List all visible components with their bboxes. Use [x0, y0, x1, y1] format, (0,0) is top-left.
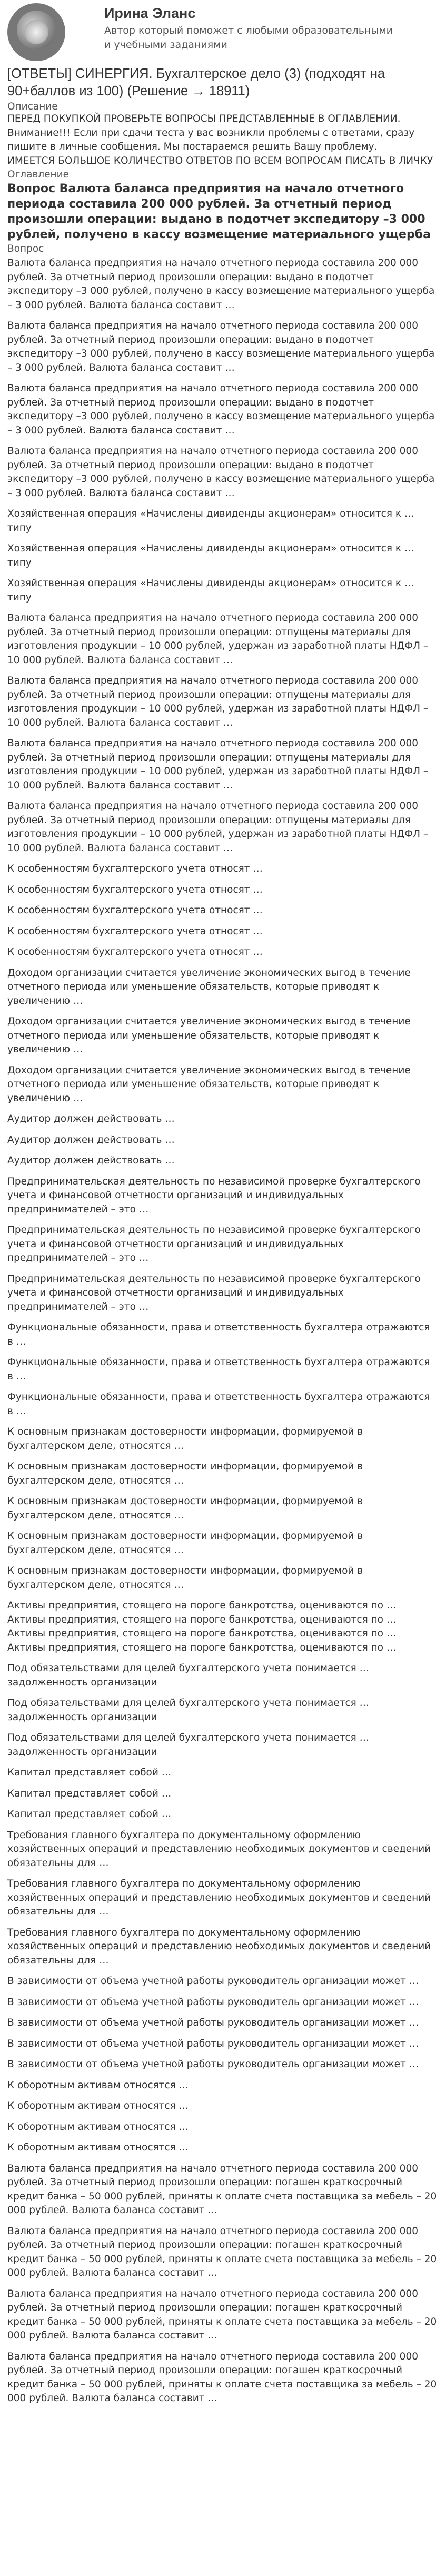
list-item: Валюта баланса предприятия на начало отчетного периода составила 200 000 рублей. За отчетный период произошли операции: выдано в подотчет экспедитору –3 000 рублей, получено в кассу возмещение материального ущерба – 3 000 рублей. Валюта баланса составит … [7, 258, 435, 311]
list-item: Валюта баланса предприятия на начало отчетного периода составила 200 000 рублей. За отчетный период произошли операции: погашен краткосрочный кредит банка – 50 000 рублей, приняты к оплате счета поставщика за мебель – 20 000 рублей. Валюта баланса составит … [7, 2351, 437, 2404]
list-item: Под обязательствами для целей бухгалтерского учета понимается … задолженность организации [7, 1732, 370, 1758]
list-item: Функциональные обязанности, права и ответственность бухгалтера отражаются в … [7, 1357, 430, 1382]
list-item: К основным признакам достоверности информации, формируемой в бухгалтерском деле, относятся … [7, 1565, 363, 1591]
list-item: Предпринимательская деятельность по независимой проверке бухгалтерского учета и финансовой отчетности организаций и индивидуальных предпринимателей – это … [7, 1225, 421, 1264]
avatar-image-inner [24, 20, 48, 44]
list-item: Капитал представляет собой … [7, 1788, 172, 1799]
list-item: Активы предприятия, стоящего на пороге банкротства, оцениваются по … [7, 1628, 397, 1639]
list-item: К основным признакам достоверности информации, формируемой в бухгалтерском деле, относятся … [7, 1496, 363, 1521]
list-item: Активы предприятия, стоящего на пороге банкротства, оцениваются по … [7, 1642, 397, 1653]
list-item: К оборотным активам относятся … [7, 2142, 189, 2153]
list-item: К особенностям бухгалтерского учета относят … [7, 884, 263, 895]
list-item: Валюта баланса предприятия на начало отчетного периода составила 200 000 рублей. За отчетный период произошли операции: отпущены материалы для изготовления продукции – 10 000 рублей, удержан из заработной платы НДФЛ – 10 000 рублей. Валюта баланса составит … [7, 675, 429, 728]
list-item: Доходом организации считается увеличение экономических выгод в течение отчетного периода или уменьшение обязательств, которые приводят к увеличению … [7, 1016, 411, 1055]
list-item: К оборотным активам относятся … [7, 2100, 189, 2111]
list-item: Под обязательствами для целей бухгалтерского учета понимается … задолженность организации [7, 1663, 370, 1688]
list-item: К основным признакам достоверности информации, формируемой в бухгалтерском деле, относятся … [7, 1531, 363, 1556]
list-item: Требования главного бухгалтера по документальному оформлению хозяйственных операций и представлению необходимых документов и сведений обязательны для … [7, 1927, 431, 1966]
list-item: Валюта баланса предприятия на начало отчетного периода составила 200 000 рублей. За отчетный период произошли операции: погашен краткосрочный кредит банка – 50 000 рублей, приняты к оплате счета поставщика за мебель – 20 000 рублей. Валюта баланса составит … [7, 2225, 437, 2278]
list-item: К основным признакам достоверности информации, формируемой в бухгалтерском деле, относятся … [7, 1461, 363, 1486]
list-item: Валюта баланса предприятия на начало отчетного периода составила 200 000 рублей. За отчетный период произошли операции: выдано в подотчет экспедитору –3 000 рублей, получено в кассу возмещение материального ущерба – 3 000 рублей. Валюта баланса составит … [7, 383, 435, 436]
author-description: Автор который поможет с любыми образовательными и учебными заданиями [104, 25, 393, 51]
description-line: Внимание!!! Если при сдачи теста у вас возникли проблемы с ответами, сразу пишите в личные сообщения. Мы постараемся решить Вашу проблему. [7, 127, 415, 152]
list-item: Хозяйственная операция «Начислены дивиденды акционерам» относится к … типу [7, 543, 414, 568]
list-item: Валюта баланса предприятия на начало отчетного периода составила 200 000 рублей. За отчетный период произошли операции: отпущены материалы для изготовления продукции – 10 000 рублей, удержан из заработной платы НДФЛ – 10 000 рублей. Валюта баланса составит … [7, 738, 429, 791]
list-item: Валюта баланса предприятия на начало отчетного периода составила 200 000 рублей. За отчетный период произошли операции: выдано в подотчет экспедитору –3 000 рублей, получено в кассу возмещение материального ущерба – 3 000 рублей. Валюта баланса составит … [7, 320, 435, 373]
list-item: Валюта баланса предприятия на начало отчетного периода составила 200 000 рублей. За отчетный период произошли операции: погашен краткосрочный кредит банка – 50 000 рублей, приняты к оплате счета поставщика за мебель – 20 000 рублей. Валюта баланса составит … [7, 2163, 437, 2216]
description-line: ПЕРЕД ПОКУПКОЙ ПРОВЕРЬТЕ ВОПРОСЫ ПРЕДСТАВЛЕННЫЕ В ОГЛАВЛЕНИИ. [7, 113, 401, 124]
list-item: Под обязательствами для целей бухгалтерского учета понимается … задолженность организации [7, 1697, 370, 1723]
question-label: Вопрос [7, 243, 44, 254]
list-item: Аудитор должен действовать … [7, 1155, 175, 1166]
list-item: Активы предприятия, стоящего на пороге банкротства, оцениваются по … [7, 1614, 397, 1625]
list-item: Функциональные обязанности, права и ответственность бухгалтера отражаются в … [7, 1391, 430, 1417]
list-item: Аудитор должен действовать … [7, 1113, 175, 1124]
author-block [7, 3, 439, 65]
list-item: Предпринимательская деятельность по независимой проверке бухгалтерского учета и финансовой отчетности организаций и индивидуальных предпринимателей – это … [7, 1176, 421, 1215]
list-item: В зависимости от объема учетной работы руководитель организации может … [7, 1976, 419, 1987]
list-item: Капитал представляет собой … [7, 1767, 172, 1778]
avatar[interactable] [7, 3, 65, 61]
list-item: Доходом организации считается увеличение экономических выгод в течение отчетного периода или уменьшение обязательств, которые приводят к увеличению … [7, 1064, 411, 1104]
list-item: Активы предприятия, стоящего на пороге банкротства, оцениваются по … [7, 1600, 397, 1611]
list-item: В зависимости от объема учетной работы руководитель организации может … [7, 2059, 419, 2070]
list-item: К оборотным активам относятся … [7, 2079, 189, 2091]
list-item: В зависимости от объема учетной работы руководитель организации может … [7, 2017, 419, 2028]
description-label: Описание [7, 101, 58, 112]
list-item: Хозяйственная операция «Начислены дивиденды акционерам» относится к … типу [7, 578, 414, 603]
list-item: Валюта баланса предприятия на начало отчетного периода составила 200 000 рублей. За отчетный период произошли операции: отпущены материалы для изготовления продукции – 10 000 рублей, удержан из заработной платы НДФЛ – 10 000 рублей. Валюта баланса составит … [7, 613, 429, 666]
description-line: ИМЕЕТСЯ БОЛЬШОЕ КОЛИЧЕСТВО ОТВЕТОВ ПО ВСЕМ ВОПРОСАМ ПИСАТЬ В ЛИЧКУ [7, 155, 433, 166]
list-item: Доходом организации считается увеличение экономических выгод в течение отчетного периода или уменьшение обязательств, которые приводят к увеличению … [7, 967, 411, 1006]
page-title: [ОТВЕТЫ] СИНЕРГИЯ. Бухгалтерское дело (3) (подходят на 90+баллов из 100) (Решение → 18911) [7, 66, 385, 98]
list-item: Капитал представляет собой … [7, 1809, 172, 1820]
list-item: К основным признакам достоверности информации, формируемой в бухгалтерском деле, относятся … [7, 1426, 363, 1452]
list-item: В зависимости от объема учетной работы руководитель организации может … [7, 2038, 419, 2049]
author-info [104, 3, 399, 52]
list-item: Хозяйственная операция «Начислены дивиденды акционерам» относится к … типу [7, 508, 414, 534]
contents-list [7, 256, 439, 2406]
list-item: Валюта баланса предприятия на начало отчетного периода составила 200 000 рублей. За отчетный период произошли операции: выдано в подотчет экспедитору –3 000 рублей, получено в кассу возмещение материального ущерба – 3 000 рублей. Валюта баланса составит … [7, 446, 435, 499]
list-item: К оборотным активам относятся … [7, 2121, 189, 2133]
list-item: В зависимости от объема учетной работы руководитель организации может … [7, 1996, 419, 2008]
author-name[interactable]: Ирина Эланс [104, 5, 196, 21]
list-item: Валюта баланса предприятия на начало отчетного периода составила 200 000 рублей. За отчетный период произошли операции: погашен краткосрочный кредит банка – 50 000 рублей, приняты к оплате счета поставщика за мебель – 20 000 рублей. Валюта баланса составит … [7, 2288, 437, 2341]
contents-label: Оглавление [7, 169, 70, 180]
list-item: К особенностям бухгалтерского учета относят … [7, 905, 263, 916]
list-item: Аудитор должен действовать … [7, 1134, 175, 1146]
list-item: К особенностям бухгалтерского учета относят … [7, 925, 263, 937]
question-title: Вопрос Валюта баланса предприятия на начало отчетного периода составила 200 000 рублей. За отчетный период произошли операции: выдано в подотчет экспедитору –3 000 рублей, получено в кассу возмещение материального ущерба [7, 182, 431, 241]
list-item: Требования главного бухгалтера по документальному оформлению хозяйственных операций и представлению необходимых документов и сведений обязательны для … [7, 1878, 431, 1917]
list-item: К особенностям бухгалтерского учета относят … [7, 863, 263, 874]
list-item: Валюта баланса предприятия на начало отчетного периода составила 200 000 рублей. За отчетный период произошли операции: отпущены материалы для изготовления продукции – 10 000 рублей, удержан из заработной платы НДФЛ – 10 000 рублей. Валюта баланса составит … [7, 801, 429, 854]
list-item: Предпринимательская деятельность по независимой проверке бухгалтерского учета и финансовой отчетности организаций и индивидуальных предпринимателей – это … [7, 1273, 421, 1312]
list-item: Функциональные обязанности, права и ответственность бухгалтера отражаются в … [7, 1322, 430, 1347]
list-item: Требования главного бухгалтера по документальному оформлению хозяйственных операций и представлению необходимых документов и сведений обязательны для … [7, 1829, 431, 1869]
list-item: К особенностям бухгалтерского учета относят … [7, 946, 263, 958]
